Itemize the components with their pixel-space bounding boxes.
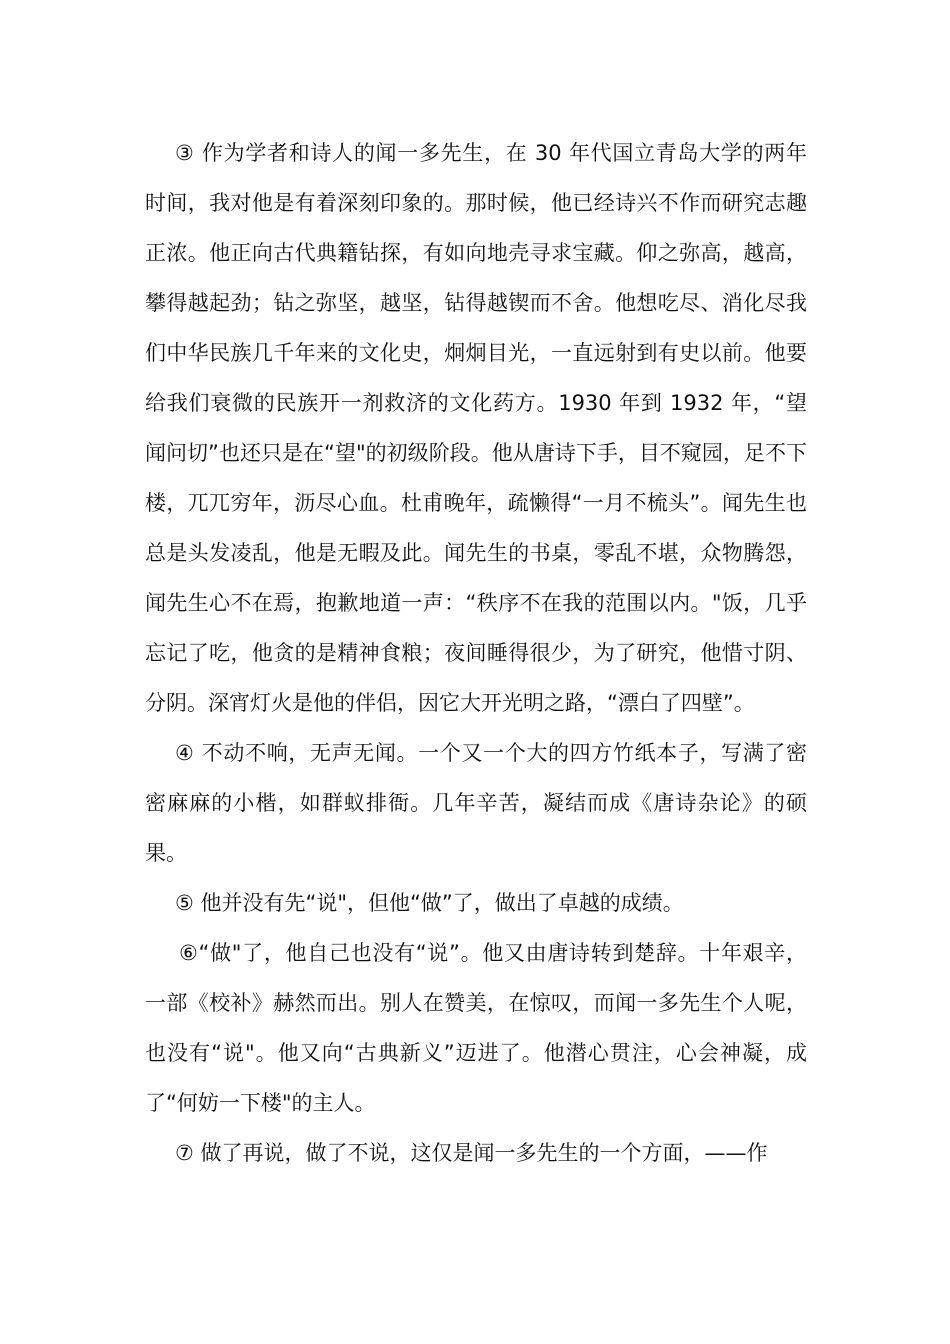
- paragraph-text: 作为学者和诗人的闻一多先生，在 30 年代国立青岛大学的两年时间，我对他是有着深刻印象的。那时候，他已经诗兴不作而研究志趣正浓。他正向古代典籍钻探，有如向地壳寻求宝藏。仰之弥高，越高，攀得越起劲；钻之弥坚，越坚，钻得越锲而不舍。他想吃尽、消化尽我们中华民族几千年来的文化史，炯炯目光，一直远射到有史以前。他要给我们衰微的民族开一剂救济的文化药方。1930 年到 1932 年，“望闻问切”也还只是在“望"的初级阶段。他从唐诗下手，目不窥园，足不下楼，兀兀穷年，沥尽心血。杜甫晚年，疏懒得“一月不梳头”。闻先生也总是头发凌乱，他是无暇及此。闻先生的书桌，零乱不堪，众物腾怨，闻先生心不在焉，抱歉地道一声：“秩序不在我的范围以内。"饭，几乎忘记了吃，他贪的是精神食粮；夜间睡得很少，为了研究，他惜寸阴、分阴。深宵灯火是他的伴侣，因它大开光明之路，“漂白了四壁”。: [145, 141, 807, 715]
- paragraph-7: [145, 1128, 807, 1178]
- paragraph-number: ⑦: [175, 1141, 194, 1165]
- document-body: [145, 128, 807, 1178]
- paragraph-text: 他并没有先“说"，但他“做”了，做出了卓越的成绩。: [200, 891, 684, 915]
- paragraph-number: ③: [175, 141, 195, 165]
- paragraph-5: [145, 878, 807, 928]
- paragraph-6: [145, 928, 807, 1128]
- paragraph-text: “做"了，他自己也没有“说”。他又由唐诗转到楚辞。十年艰辛，一部《校补》赫然而出。别人在赞美，在惊叹，而闻一多先生个人呢，也没有“说"。他又向“古典新义”迈进了。他潜心贯注，心会神凝，成了“何妨一下楼"的主人。: [145, 941, 808, 1115]
- paragraph-text: 做了再说，做了不说，这仅是闻一多先生的一个方面，——作: [200, 1141, 768, 1165]
- paragraph-3: [145, 128, 807, 728]
- paragraph-number: ⑤: [175, 891, 194, 915]
- paragraph-text: 不动不响，无声无闻。一个又一个大的四方竹纸本子，写满了密密麻麻的小楷，如群蚁排衙。几年辛苦，凝结而成《唐诗杂论》的硕果。: [145, 741, 808, 865]
- paragraph-number: ⑥: [179, 941, 199, 965]
- paragraph-number: ④: [175, 741, 195, 765]
- paragraph-4: [145, 728, 807, 878]
